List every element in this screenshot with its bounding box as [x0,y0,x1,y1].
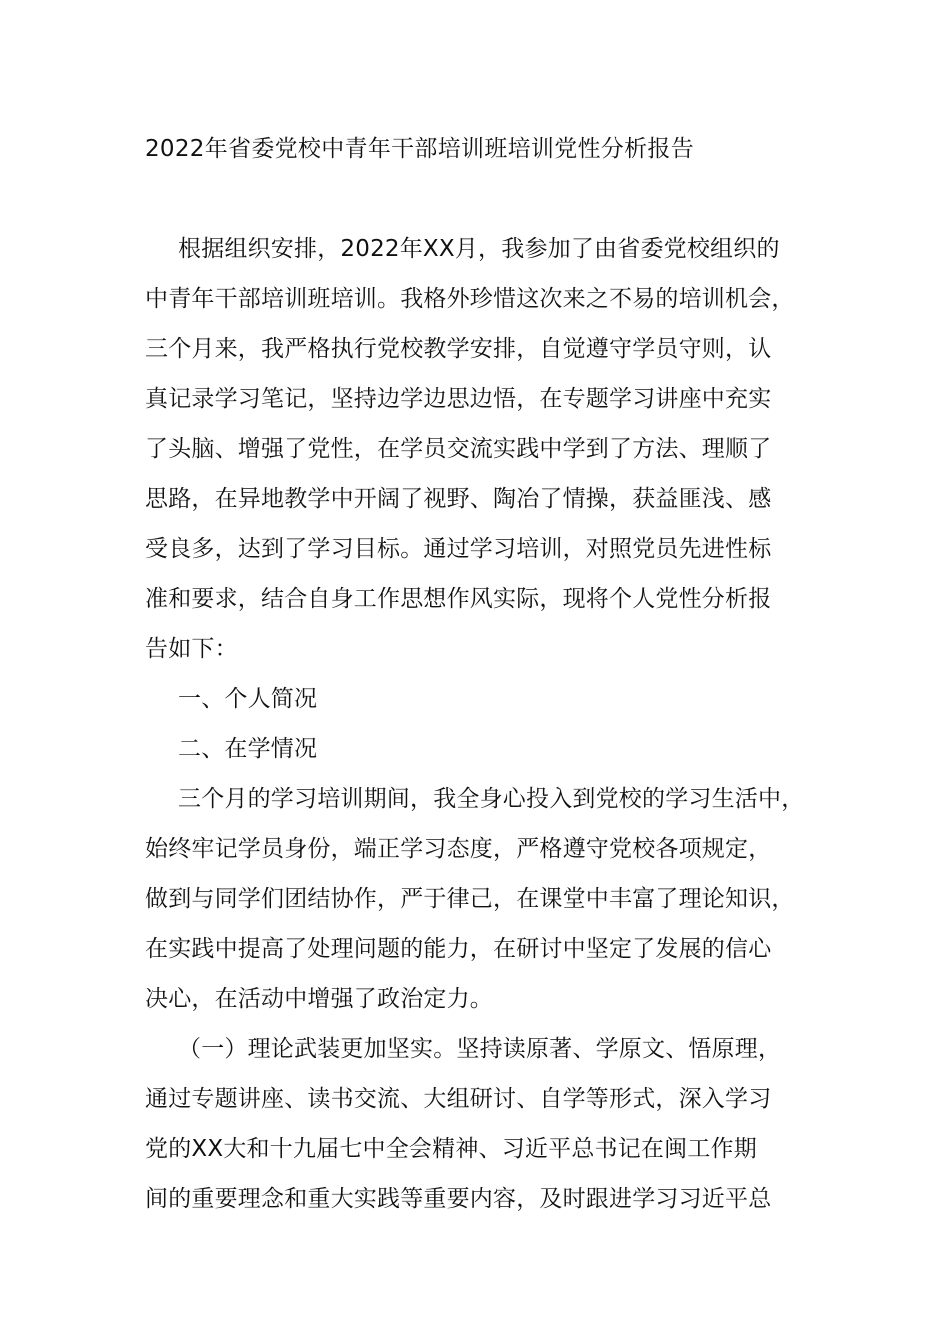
document-title: 2022年省委党校中青年干部培训班培训党性分析报告 [145,136,695,162]
paragraph-line: 告如下： [145,636,238,662]
paragraph-line: （一）理论武装更加坚实。坚持读原著、学原文、悟原理， [178,1036,782,1062]
paragraph-line: 间的重要理念和重大实践等重要内容，及时跟进学习习近平总 [145,1186,772,1212]
paragraph-line: 三个月的学习培训期间，我全身心投入到党校的学习生活中， [178,786,805,812]
paragraph-line: 根据组织安排，2022年XX月，我参加了由省委党校组织的 [178,236,780,262]
paragraph-line: 思路，在异地教学中开阔了视野、陶冶了情操，获益匪浅、感 [145,486,772,512]
paragraph-line: 通过专题讲座、读书交流、大组研讨、自学等形式，深入学习 [145,1086,772,1112]
paragraph-line: 在实践中提高了处理问题的能力，在研讨中坚定了发展的信心 [145,936,772,962]
paragraph-line: 了头脑、增强了党性，在学员交流实践中学到了方法、理顺了 [145,436,772,462]
paragraph-line: 始终牢记学员身份，端正学习态度，严格遵守党校各项规定， [145,836,772,862]
paragraph-line: 准和要求，结合自身工作思想作风实际，现将个人党性分析报 [145,586,772,612]
paragraph-line: 中青年干部培训班培训。我格外珍惜这次来之不易的培训机会， [145,286,795,312]
paragraph-line: 三个月来，我严格执行党校教学安排，自觉遵守学员守则，认 [145,336,772,362]
paragraph-line: 受良多，达到了学习目标。通过学习培训，对照党员先进性标 [145,536,772,562]
section-heading: 一、个人简况 [178,686,318,712]
paragraph-line: 决心，在活动中增强了政治定力。 [145,986,493,1012]
paragraph-line: 真记录学习笔记，坚持边学边思边悟，在专题学习讲座中充实 [145,386,772,412]
paragraph-line: 做到与同学们团结协作，严于律己，在课堂中丰富了理论知识， [145,886,795,912]
paragraph-line: 党的XX大和十九届七中全会精神、习近平总书记在闽工作期 [145,1136,757,1162]
section-heading: 二、在学情况 [178,736,318,762]
